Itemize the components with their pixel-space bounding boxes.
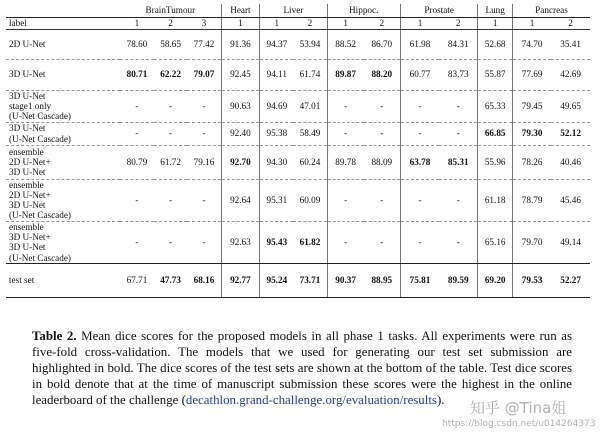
score-cell: 60.24 — [293, 145, 327, 179]
score-cell: - — [120, 221, 154, 263]
score-cell: 49.14 — [551, 221, 590, 263]
score-cell: - — [120, 122, 154, 145]
header-sub-row — [6, 17, 590, 29]
row-label — [6, 29, 120, 59]
score-cell: - — [364, 122, 401, 145]
sub-header: 1 — [260, 17, 294, 29]
sub-header: 2 — [154, 17, 188, 29]
score-cell: - — [400, 221, 439, 263]
row-label — [6, 179, 120, 221]
header-liver: Liver — [260, 4, 327, 17]
header-empty — [6, 4, 120, 17]
score-cell: 58.49 — [293, 122, 327, 145]
score-cell: - — [439, 221, 478, 263]
results-table-container — [6, 4, 590, 298]
sub-header: 2 — [364, 17, 401, 29]
score-cell: 79.16 — [187, 145, 221, 179]
score-cell: 65.16 — [478, 221, 513, 263]
score-cell: - — [327, 179, 364, 221]
row-label-line: (U-Net Cascade) — [9, 210, 71, 221]
row-label-line: ensemble — [9, 146, 44, 157]
header-group-row — [6, 4, 590, 17]
score-cell: 67.71 — [120, 263, 154, 297]
score-cell: 61.98 — [400, 29, 439, 59]
score-cell: 92.40 — [221, 122, 260, 145]
sub-header: 1 — [327, 17, 364, 29]
score-cell: - — [327, 90, 364, 122]
table-row — [6, 90, 590, 122]
score-cell: - — [439, 122, 478, 145]
score-cell: 52.12 — [551, 122, 590, 145]
sub-header: 1 — [400, 17, 439, 29]
row-label-line: stage1 only — [9, 100, 52, 111]
score-cell: - — [364, 179, 401, 221]
score-cell: 94.69 — [260, 90, 294, 122]
score-cell: 78.79 — [512, 179, 551, 221]
score-cell: 61.82 — [293, 221, 327, 263]
row-label — [6, 122, 120, 145]
score-cell: - — [439, 179, 478, 221]
caption-tail: ). — [436, 393, 445, 407]
header-heart: Heart — [221, 4, 260, 17]
score-cell: 55.87 — [478, 59, 513, 90]
score-cell: - — [187, 122, 221, 145]
sub-header: 2 — [551, 17, 590, 29]
score-cell: 61.18 — [478, 179, 513, 221]
score-cell: 94.37 — [260, 29, 294, 59]
header-prostate: Prostate — [400, 4, 477, 17]
row-label — [6, 90, 120, 122]
score-cell: 79.30 — [512, 122, 551, 145]
score-cell: 88.20 — [364, 59, 401, 90]
score-cell: - — [120, 179, 154, 221]
caption-lead: Table 2. — [32, 329, 77, 343]
score-cell: 58.65 — [154, 29, 188, 59]
watermark: 知乎 @Tina姐 — [470, 399, 567, 417]
score-cell: 55.96 — [478, 145, 513, 179]
test-set-row — [6, 263, 590, 297]
score-cell: 88.09 — [364, 145, 401, 179]
score-cell: 83.73 — [439, 59, 478, 90]
score-cell: 88.52 — [327, 29, 364, 59]
score-cell: 94.11 — [260, 59, 294, 90]
row-label-line: 3D U-Net — [9, 123, 46, 134]
score-cell: 92.63 — [221, 221, 260, 263]
score-cell: 45.46 — [551, 179, 590, 221]
score-cell: 79.53 — [512, 263, 551, 297]
score-cell: 89.78 — [327, 145, 364, 179]
header-lung: Lung — [478, 4, 513, 17]
table-caption — [32, 328, 572, 408]
score-cell: 75.81 — [400, 263, 439, 297]
sub-header: 3 — [187, 17, 221, 29]
row-label-line: ensemble — [9, 221, 44, 232]
score-cell: 62.22 — [154, 59, 188, 90]
score-cell: 89.59 — [439, 263, 478, 297]
caption-text: Mean dice scores for the proposed models in all phase 1 tasks. All experiments were run as five-fold cross-validation. The models that we used for generating our test set submission are highlighted in bold. The dice scores of the test sets are shown at the bottom of the table. Test dice scores in bold denote that at the time of manuscript submission these scores were the highest in the online leaderboard of the challenge ( — [32, 329, 572, 407]
score-cell: 79.70 — [512, 221, 551, 263]
score-cell: 95.31 — [260, 179, 294, 221]
score-cell: 73.71 — [293, 263, 327, 297]
score-cell: 52.27 — [551, 263, 590, 297]
score-cell: 85.31 — [439, 145, 478, 179]
row-label-line: 3D U-Net+ — [9, 231, 51, 242]
score-cell: 92.77 — [221, 263, 260, 297]
score-cell: 60.77 — [400, 59, 439, 90]
sub-header: 1 — [120, 17, 154, 29]
score-cell: 79.07 — [187, 59, 221, 90]
row-label-line: 3D U-Net — [9, 90, 46, 101]
header-pancreas: Pancreas — [512, 4, 590, 17]
row-label-line: (U-Net Cascade) — [9, 111, 71, 122]
score-cell: 60.09 — [293, 179, 327, 221]
score-cell: 89.87 — [327, 59, 364, 90]
score-cell: - — [400, 122, 439, 145]
score-cell: 95.24 — [260, 263, 294, 297]
score-cell: 40.46 — [551, 145, 590, 179]
score-cell: 47.73 — [154, 263, 188, 297]
score-cell: 90.37 — [327, 263, 364, 297]
score-cell: 78.26 — [512, 145, 551, 179]
score-cell: - — [364, 221, 401, 263]
score-cell: 90.63 — [221, 90, 260, 122]
row-label-line: 3D U-Net — [9, 242, 46, 253]
score-cell: - — [400, 90, 439, 122]
row-label-line: (U-Net Cascade) — [9, 252, 71, 263]
sub-header: 1 — [512, 17, 551, 29]
row-label-line: (U-Net Cascade) — [9, 133, 71, 144]
sub-header: 1 — [221, 17, 260, 29]
table-row — [6, 221, 590, 263]
table-row — [6, 179, 590, 221]
score-cell: - — [187, 90, 221, 122]
score-cell: 35.41 — [551, 29, 590, 59]
score-cell: - — [327, 221, 364, 263]
score-cell: - — [154, 179, 188, 221]
header-label: label — [6, 17, 120, 29]
header-braintumour: BrainTumour — [120, 4, 221, 17]
table-row — [6, 145, 590, 179]
score-cell: - — [154, 90, 188, 122]
sub-header: 1 — [478, 17, 513, 29]
row-label — [6, 59, 120, 90]
score-cell: 53.94 — [293, 29, 327, 59]
row-label-line: 2D U-Net+ — [9, 189, 51, 200]
score-cell: 74.70 — [512, 29, 551, 59]
score-cell: 69.20 — [478, 263, 513, 297]
table-row — [6, 122, 590, 145]
score-cell: 80.79 — [120, 145, 154, 179]
score-cell: 63.78 — [400, 145, 439, 179]
score-cell: - — [154, 221, 188, 263]
score-cell: 65.33 — [478, 90, 513, 122]
score-cell: - — [439, 90, 478, 122]
score-cell: 80.71 — [120, 59, 154, 90]
score-cell: 78.60 — [120, 29, 154, 59]
score-cell: - — [327, 122, 364, 145]
score-cell: 61.74 — [293, 59, 327, 90]
watermark-url: https://blog.csdn.net/u014264373 — [442, 419, 596, 429]
score-cell: 77.69 — [512, 59, 551, 90]
score-cell: 49.65 — [551, 90, 590, 122]
row-label-line: ensemble — [9, 179, 44, 190]
score-cell: 66.85 — [478, 122, 513, 145]
score-cell: 95.43 — [260, 221, 294, 263]
score-cell: - — [120, 90, 154, 122]
row-label-line: 2D U-Net — [9, 38, 46, 49]
score-cell: - — [187, 179, 221, 221]
row-label — [6, 145, 120, 179]
score-cell: 42.69 — [551, 59, 590, 90]
sub-header: 2 — [439, 17, 478, 29]
row-label-line: test set — [9, 275, 35, 286]
score-cell: 92.64 — [221, 179, 260, 221]
results-table — [6, 4, 590, 298]
score-cell: 92.70 — [221, 145, 260, 179]
row-label-line: 2D U-Net+ — [9, 156, 51, 167]
score-cell: 95.38 — [260, 122, 294, 145]
score-cell: 52.68 — [478, 29, 513, 59]
table-row — [6, 29, 590, 59]
table-row — [6, 59, 590, 90]
score-cell: 86.70 — [364, 29, 401, 59]
row-label — [6, 221, 120, 263]
row-label — [6, 263, 120, 297]
sub-header: 2 — [293, 17, 327, 29]
score-cell: 61.72 — [154, 145, 188, 179]
score-cell: - — [400, 179, 439, 221]
score-cell: 77.42 — [187, 29, 221, 59]
score-cell: 94.30 — [260, 145, 294, 179]
score-cell: - — [187, 221, 221, 263]
score-cell: 79.45 — [512, 90, 551, 122]
row-label-line: 3D U-Net — [9, 167, 46, 178]
row-label-line: 3D U-Net — [9, 69, 46, 80]
score-cell: - — [364, 90, 401, 122]
score-cell: 47.01 — [293, 90, 327, 122]
score-cell: 84.31 — [439, 29, 478, 59]
row-label-line: 3D U-Net — [9, 200, 46, 211]
score-cell: - — [154, 122, 188, 145]
results-link[interactable]: decathlon.grand-challenge.org/evaluation/results — [185, 393, 437, 407]
score-cell: 88.95 — [364, 263, 401, 297]
score-cell: 68.16 — [187, 263, 221, 297]
header-hippocampus: Hippoc. — [327, 4, 400, 17]
score-cell: 92.45 — [221, 59, 260, 90]
score-cell: 91.36 — [221, 29, 260, 59]
